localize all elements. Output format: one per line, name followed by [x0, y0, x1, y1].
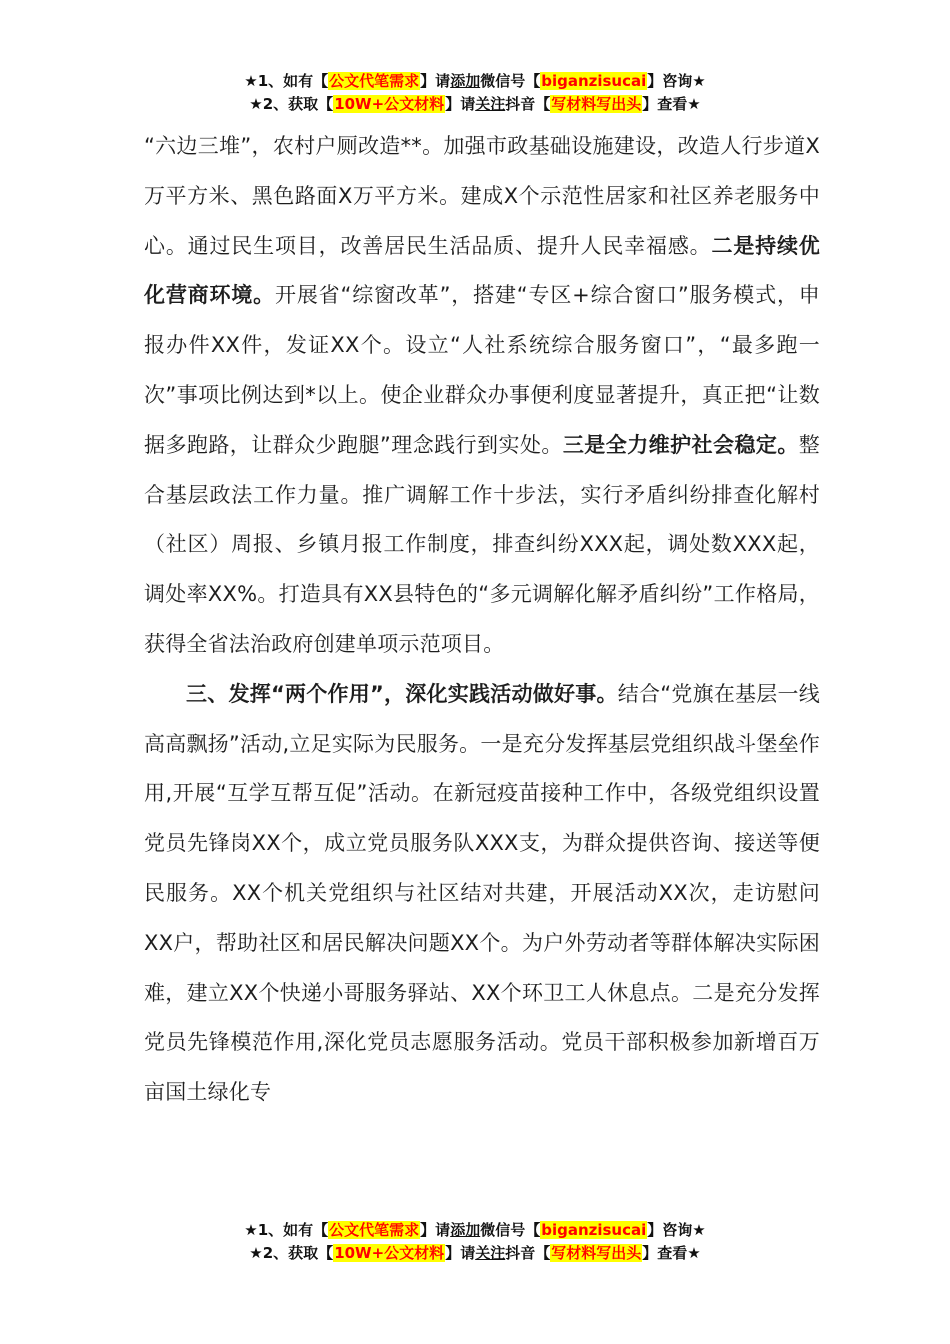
- banner-text: 】请: [420, 1221, 451, 1239]
- body-text: “六边三堆”，农村户厕改造**。加强市政基础设施建设，改造人行步道X万平方米、黑色路面X万平方米。建成X个示范性居家和社区养老服务中心。通过民生项目，改善居民生活品质、提升人民幸福感。: [144, 134, 820, 258]
- banner-underlined: 关注: [475, 1244, 506, 1262]
- banner-text: 】咨询★: [647, 1221, 706, 1239]
- banner-highlight: biganzisucai: [541, 1221, 647, 1239]
- banner-text: 】请: [445, 95, 476, 113]
- bold-heading: 二是持续优化营商环境。: [144, 233, 821, 308]
- banner-highlight: 公文代笔需求: [329, 1221, 420, 1239]
- banner-text: 】请: [445, 1244, 476, 1262]
- banner-line-2: [0, 1242, 950, 1265]
- banner-line-1: [0, 70, 950, 93]
- header-banner: [0, 70, 950, 116]
- banner-text: 微信号【: [480, 72, 541, 90]
- banner-highlight: 10W+公文材料: [334, 1244, 445, 1262]
- banner-underlined: 添加: [450, 1221, 481, 1239]
- body-text: 开展省“综窗改革”，搭建“专区+综合窗口”服务模式，申报办件XX件，发证XX个。设立“人社系统综合服务窗口”，“最多跑一次”事项比例达到*以上。使企业群众办事便利度显著提升，真正把“让数据多跑路，让群众少跑腿”理念践行到实处。: [144, 283, 821, 457]
- banner-highlight: 写材料写出头: [551, 95, 642, 113]
- banner-text: 】查看★: [642, 95, 701, 113]
- footer-banner: [0, 1219, 950, 1265]
- document-body: [144, 122, 820, 1118]
- banner-text: ★1、如有【: [244, 1221, 329, 1239]
- bold-heading: 三是全力维护社会稳定。: [562, 432, 799, 457]
- body-text: 整合基层政法工作力量。推广调解工作十步法，实行矛盾纠纷排查化解村（社区）周报、乡镇月报工作制度，排查纠纷XXX起，调处数XXX起，调处率XX%。打造具有XX县特色的“多元调解化解矛盾纠纷”工作格局，获得全省法治政府创建单项示范项目。: [144, 432, 820, 656]
- banner-text: ★2、获取【: [249, 95, 334, 113]
- banner-underlined: 关注: [475, 95, 506, 113]
- banner-text: ★1、如有【: [244, 72, 329, 90]
- banner-highlight: 10W+公文材料: [334, 95, 445, 113]
- banner-underlined: 添加: [450, 72, 481, 90]
- banner-text: 】查看★: [642, 1244, 701, 1262]
- body-text: 结合“党旗在基层一线高高飘扬”活动,立足实际为民服务。一是充分发挥基层党组织战斗堡垒作用,开展“互学互帮互促”活动。在新冠疫苗接种工作中，各级党组织设置党员先锋岗XX个，成立党员服务队XXX支，为群众提供咨询、接送等便民服务。XX个机关党组织与社区结对共建，开展活动XX次，走访慰问XX户，帮助社区和居民解决问题XX个。为户外劳动者等群体解决实际困难，建立XX个快递小哥服务驿站、XX个环卫工人休息点。二是充分发挥党员先锋模范作用,深化党员志愿服务活动。党员干部积极参加新增百万亩国土绿化专: [144, 681, 820, 1105]
- banner-line-1: [0, 1219, 950, 1242]
- banner-text: 】咨询★: [647, 72, 706, 90]
- banner-highlight: 写材料写出头: [551, 1244, 642, 1262]
- section-heading: 三、发挥“两个作用”，深化实践活动做好事。: [186, 681, 618, 706]
- banner-highlight: 公文代笔需求: [329, 72, 420, 90]
- banner-text: 微信号【: [480, 1221, 541, 1239]
- banner-text: 】请: [420, 72, 451, 90]
- banner-text: 抖音【: [505, 95, 551, 113]
- banner-line-2: [0, 93, 950, 116]
- banner-text: 抖音【: [505, 1244, 551, 1262]
- banner-text: ★2、获取【: [249, 1244, 334, 1262]
- paragraph-1: [144, 122, 820, 670]
- paragraph-2: [144, 670, 820, 1118]
- banner-highlight: biganzisucai: [541, 72, 647, 90]
